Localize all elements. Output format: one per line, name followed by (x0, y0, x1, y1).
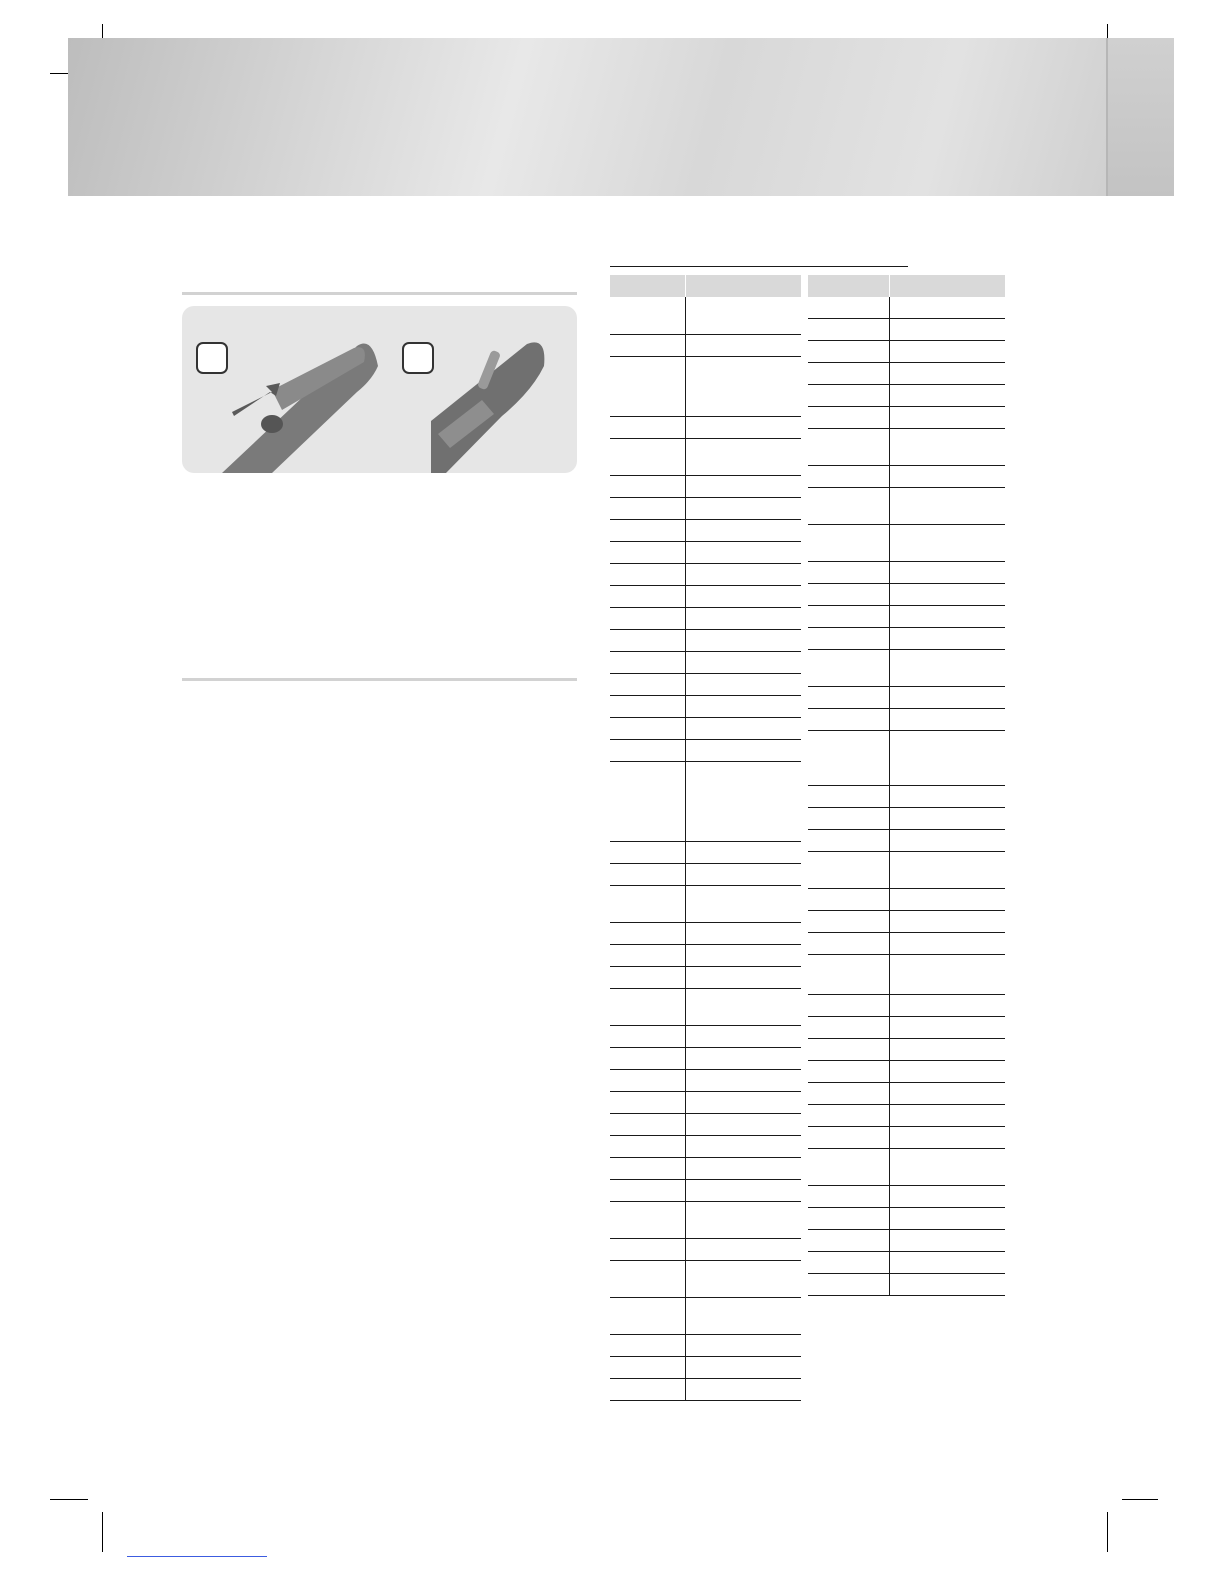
table-cell (808, 933, 890, 955)
table-cell (890, 852, 1006, 889)
table-row (808, 1208, 1005, 1230)
table-cell (686, 967, 802, 989)
table-row (808, 297, 1005, 319)
table-row (610, 1298, 801, 1335)
table-cell (890, 650, 1006, 687)
table-cell (808, 830, 890, 852)
table-cell (808, 731, 890, 786)
table-cell (610, 1114, 686, 1136)
table-cell (890, 429, 1006, 466)
table-cell (686, 297, 802, 335)
header-side-tab (1106, 38, 1174, 196)
table-cell (890, 786, 1006, 808)
table-row (610, 696, 801, 718)
table-cell (808, 786, 890, 808)
table-row (610, 520, 801, 542)
table-cell (686, 1239, 802, 1261)
table-cell (610, 1335, 686, 1357)
table-row (808, 606, 1005, 628)
table-cell (808, 1039, 890, 1061)
table-row (808, 1127, 1005, 1149)
table-cell (686, 564, 802, 586)
table-cell (890, 1083, 1006, 1105)
table-cell (610, 864, 686, 886)
table-row (610, 652, 801, 674)
table-cell (890, 466, 1006, 488)
table-cell (890, 1230, 1006, 1252)
table-row (808, 363, 1005, 385)
table-row (808, 584, 1005, 606)
table-cell (686, 1070, 802, 1092)
table-cell (808, 488, 890, 525)
table-row (610, 989, 801, 1026)
table-cell (808, 562, 890, 584)
table-cell (610, 1357, 686, 1379)
table-cell (808, 709, 890, 731)
table-cell (808, 650, 890, 687)
table-row (808, 385, 1005, 407)
table-row (808, 407, 1005, 429)
table-row (610, 1180, 801, 1202)
table-cell (808, 687, 890, 709)
table-row (808, 488, 1005, 525)
table-row (808, 995, 1005, 1017)
table-row (610, 1158, 801, 1180)
table-cell (610, 945, 686, 967)
crop-mark (1107, 1512, 1108, 1552)
table-cell (890, 955, 1006, 995)
table-cell (890, 995, 1006, 1017)
table-row (808, 687, 1005, 709)
column-header (686, 275, 802, 297)
table-cell (610, 586, 686, 608)
table-cell (808, 995, 890, 1017)
table-cell (686, 696, 802, 718)
table-row (610, 476, 801, 498)
table-cell (890, 1127, 1006, 1149)
table-cell (890, 297, 1006, 319)
table-row (610, 1379, 801, 1401)
table-cell (808, 1061, 890, 1083)
table-row (610, 1092, 801, 1114)
table-cell (808, 429, 890, 466)
table-row (610, 886, 801, 923)
table-cell (686, 542, 802, 564)
table-cell (808, 1149, 890, 1186)
table-cell (686, 630, 802, 652)
table-cell (686, 1136, 802, 1158)
table-cell (686, 1092, 802, 1114)
remote-drawing (182, 306, 577, 473)
table-cell (610, 357, 686, 417)
table-row (610, 1114, 801, 1136)
table-cell (808, 385, 890, 407)
table-row (808, 1083, 1005, 1105)
table-cell (890, 1017, 1006, 1039)
table-cell (808, 1230, 890, 1252)
table-cell (610, 674, 686, 696)
table-row (610, 1136, 801, 1158)
table-row (610, 740, 801, 762)
table-cell (808, 889, 890, 911)
table-cell (686, 842, 802, 864)
section-divider (182, 678, 577, 681)
table-cell (610, 1379, 686, 1401)
table-cell (890, 341, 1006, 363)
table-cell (610, 967, 686, 989)
table-row (808, 1252, 1005, 1274)
table-row (808, 1061, 1005, 1083)
table-cell (686, 357, 802, 417)
table-cell (890, 1105, 1006, 1127)
table-cell (610, 1298, 686, 1335)
header-banner (68, 38, 1174, 196)
column-header (610, 275, 686, 297)
table-row (610, 762, 801, 842)
footer-link[interactable] (127, 1556, 267, 1557)
table-cell (808, 363, 890, 385)
table-cell (610, 1048, 686, 1070)
table-cell (686, 1379, 802, 1401)
table-cell (686, 335, 802, 357)
crop-mark (50, 1499, 88, 1500)
table-cell (610, 1070, 686, 1092)
table-row (610, 586, 801, 608)
table-row (610, 498, 801, 520)
table-cell (890, 584, 1006, 606)
table-row (808, 709, 1005, 731)
table-cell (610, 542, 686, 564)
table-cell (610, 696, 686, 718)
table-cell (610, 886, 686, 923)
table-cell (808, 1127, 890, 1149)
table-cell (610, 1202, 686, 1239)
table-cell (890, 363, 1006, 385)
table-cell (890, 606, 1006, 628)
table-cell (808, 852, 890, 889)
table-cell (610, 1239, 686, 1261)
table-row (610, 923, 801, 945)
table-row (808, 852, 1005, 889)
table-cell (808, 1105, 890, 1127)
table-cell (808, 466, 890, 488)
table-cell (808, 1186, 890, 1208)
table-row (610, 297, 801, 335)
table-cell (610, 1092, 686, 1114)
section-divider (182, 292, 577, 295)
table-row (808, 341, 1005, 363)
step-badge-2 (402, 342, 434, 374)
table-header-row (610, 275, 801, 297)
table-cell (610, 439, 686, 476)
table-cell (686, 989, 802, 1026)
table-cell (808, 955, 890, 995)
table-row (808, 955, 1005, 995)
table-row (610, 1357, 801, 1379)
table-cell (686, 652, 802, 674)
table-row (808, 933, 1005, 955)
table-cell (686, 476, 802, 498)
table-row (610, 564, 801, 586)
table-cell (610, 718, 686, 740)
table-row (808, 911, 1005, 933)
table-cell (686, 520, 802, 542)
table-row (808, 1230, 1005, 1252)
table-cell (890, 933, 1006, 955)
table-cell (890, 889, 1006, 911)
table-cell (890, 1061, 1006, 1083)
table-cell (890, 1039, 1006, 1061)
table-row (808, 628, 1005, 650)
table-cell (808, 1252, 890, 1274)
table-cell (890, 911, 1006, 933)
table-cell (808, 525, 890, 562)
table-cell (610, 1158, 686, 1180)
table-cell (686, 864, 802, 886)
table-row (610, 542, 801, 564)
table-cell (890, 709, 1006, 731)
table-cell (686, 886, 802, 923)
table-cell (610, 520, 686, 542)
table-cell (610, 564, 686, 586)
table-row (610, 608, 801, 630)
table-cell (808, 341, 890, 363)
table-cell (686, 498, 802, 520)
table-cell (610, 608, 686, 630)
table-cell (686, 1202, 802, 1239)
arrow-icon (232, 383, 280, 416)
table-cell (686, 586, 802, 608)
table-row (808, 786, 1005, 808)
table-cell (890, 1149, 1006, 1186)
table-cell (686, 1180, 802, 1202)
table-cell (808, 606, 890, 628)
table-cell (808, 1017, 890, 1039)
column-header (808, 275, 890, 297)
table-row (610, 674, 801, 696)
table-cell (686, 945, 802, 967)
table-row (610, 718, 801, 740)
table-cell (890, 319, 1006, 341)
code-table-left (610, 275, 801, 1401)
table-cell (610, 498, 686, 520)
table-row (808, 466, 1005, 488)
table-row (610, 1048, 801, 1070)
table-row (808, 319, 1005, 341)
table-cell (686, 740, 802, 762)
battery-illustration (182, 306, 577, 473)
crop-mark (1122, 1499, 1158, 1500)
table-row (808, 808, 1005, 830)
table-cell (610, 842, 686, 864)
table-cell (610, 630, 686, 652)
table-cell (686, 1026, 802, 1048)
remote-button (261, 415, 283, 433)
table-heading (610, 246, 908, 267)
table-cell (610, 1180, 686, 1202)
table-row (610, 357, 801, 417)
table-cell (808, 319, 890, 341)
table-row (610, 1070, 801, 1092)
table-row (610, 1026, 801, 1048)
table-cell (686, 417, 802, 439)
table-cell (808, 297, 890, 319)
table-row (610, 1261, 801, 1298)
table-row (610, 630, 801, 652)
table-cell (686, 674, 802, 696)
table-cell (890, 385, 1006, 407)
table-row (610, 417, 801, 439)
table-cell (610, 989, 686, 1026)
table-cell (890, 628, 1006, 650)
table-cell (686, 439, 802, 476)
step-badge-1 (196, 342, 228, 374)
table-cell (610, 1136, 686, 1158)
table-cell (808, 911, 890, 933)
table-cell (686, 1114, 802, 1136)
table-row (808, 830, 1005, 852)
crop-mark (102, 1512, 103, 1552)
table-cell (610, 740, 686, 762)
table-row (610, 945, 801, 967)
table-cell (686, 1261, 802, 1298)
table-row (610, 439, 801, 476)
table-cell (890, 1186, 1006, 1208)
table-row (808, 1017, 1005, 1039)
table-cell (890, 562, 1006, 584)
table-cell (686, 1158, 802, 1180)
table-cell (686, 1335, 802, 1357)
table-row (808, 1186, 1005, 1208)
table-row (808, 1274, 1005, 1296)
code-table-right (808, 275, 1005, 1296)
table-row (610, 967, 801, 989)
table-cell (610, 1261, 686, 1298)
table-row (610, 864, 801, 886)
table-cell (808, 808, 890, 830)
table-cell (686, 923, 802, 945)
table-cell (610, 1026, 686, 1048)
table-cell (686, 1048, 802, 1070)
table-cell (610, 476, 686, 498)
table-row (610, 335, 801, 357)
table-row (610, 842, 801, 864)
table-cell (808, 1083, 890, 1105)
table-cell (808, 628, 890, 650)
table-row (610, 1202, 801, 1239)
table-row (610, 1239, 801, 1261)
table-cell (610, 652, 686, 674)
table-cell (890, 525, 1006, 562)
table-cell (808, 407, 890, 429)
table-cell (808, 1274, 890, 1296)
table-row (808, 731, 1005, 786)
table-cell (610, 923, 686, 945)
table-cell (610, 335, 686, 357)
table-cell (890, 1208, 1006, 1230)
table-row (808, 1149, 1005, 1186)
table-cell (890, 1274, 1006, 1296)
table-row (808, 650, 1005, 687)
table-cell (610, 762, 686, 842)
table-row (808, 1105, 1005, 1127)
table-row (610, 1335, 801, 1357)
table-header-row (808, 275, 1005, 297)
table-cell (890, 488, 1006, 525)
table-cell (890, 407, 1006, 429)
table-cell (686, 608, 802, 630)
table-cell (890, 687, 1006, 709)
table-cell (890, 731, 1006, 786)
column-header (890, 275, 1006, 297)
table-row (808, 429, 1005, 466)
table-cell (686, 1357, 802, 1379)
table-cell (890, 1252, 1006, 1274)
table-cell (890, 830, 1006, 852)
table-cell (808, 584, 890, 606)
table-cell (890, 808, 1006, 830)
table-row (808, 562, 1005, 584)
table-row (808, 889, 1005, 911)
table-row (808, 525, 1005, 562)
table-cell (610, 297, 686, 335)
table-row (808, 1039, 1005, 1061)
table-cell (808, 1208, 890, 1230)
table-cell (686, 718, 802, 740)
table-cell (686, 762, 802, 842)
table-cell (610, 417, 686, 439)
table-cell (686, 1298, 802, 1335)
